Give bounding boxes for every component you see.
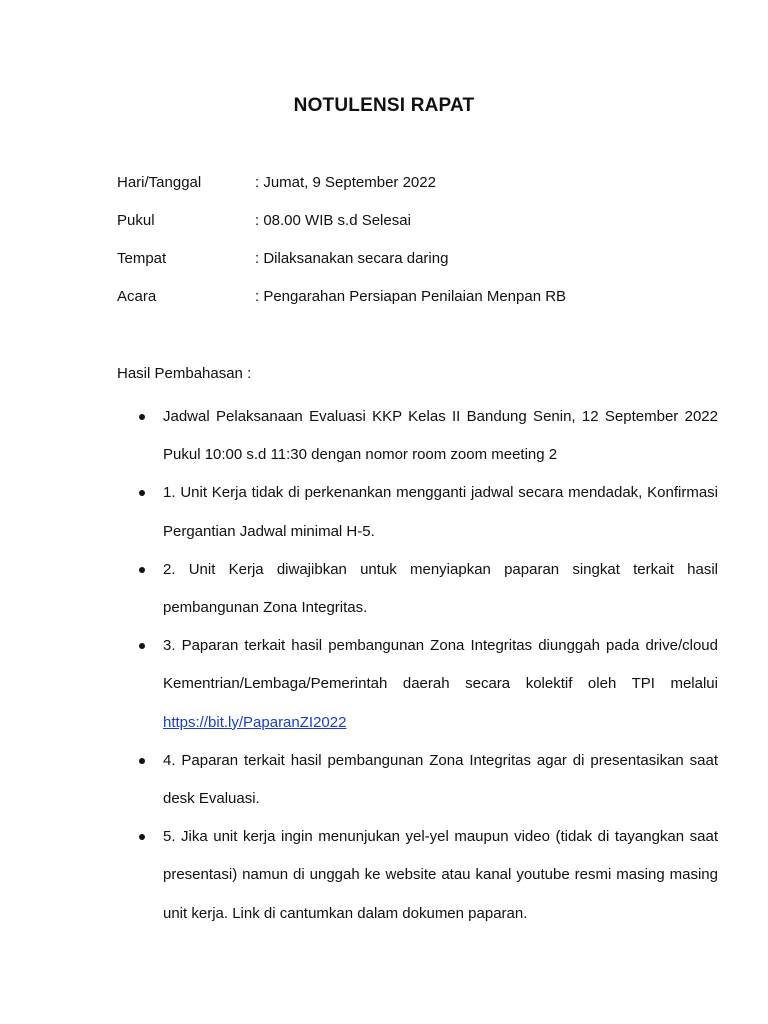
meta-value: : Dilaksanakan secara daring [255,250,449,267]
meta-row-date [117,172,717,210]
meta-label: Acara [117,288,157,305]
meta-row-time [117,210,717,248]
list-item [117,627,718,742]
bullet-icon [139,414,145,420]
meta-label: Tempat [117,250,167,267]
results-list [117,398,718,933]
results-heading: Hasil Pembahasan : [117,365,252,382]
meeting-details [117,172,717,324]
list-item-text: 2. Unit Kerja diwajibkan untuk menyiapkan paparan singkat terkait hasil pembangunan Zona Integritas. [163,560,718,617]
list-item-text: Jadwal Pelaksanaan Evaluasi KKP Kelas II Bandung Senin, 12 September 2022 Pukul 10:00 s.d 11:30 dengan nomor room zoom meeting 2 [163,408,718,464]
meta-row-place [117,248,717,286]
meta-row-agenda [117,286,717,324]
meta-value: : 08.00 WIB s.d Selesai [255,212,411,229]
list-item-text: 5. Jika unit kerja ingin menunjukan yel-yel maupun video (tidak di tayangkan saat presentasi) namun di unggah ke website atau kanal youtube resmi masing masing unit kerja. Link di cantumkan dalam dokumen paparan. [163,828,718,922]
bullet-icon [139,758,145,764]
bullet-icon [139,490,145,496]
meta-label: Hari/Tanggal [117,174,202,191]
meta-label: Pukul [117,212,155,229]
meta-value: : Jumat, 9 September 2022 [255,174,436,191]
list-item-text: 3. Paparan terkait hasil pembangunan Zona Integritas diunggah pada drive/cloud Kementrian/Lembaga/Pemerintah daerah secara kolektif oleh TPI melalui [163,637,718,693]
bullet-icon [139,643,145,649]
list-item [117,818,718,933]
list-item [117,398,718,474]
list-item [117,742,718,818]
bullet-icon [139,567,145,573]
list-item [117,551,718,627]
bullet-icon [139,834,145,840]
list-item-text: 4. Paparan terkait hasil pembangunan Zona Integritas agar di presentasikan saat desk Evaluasi. [163,751,718,808]
list-item-text: 1. Unit Kerja tidak di perkenankan mengganti jadwal secara mendadak, Konfirmasi Pergantian Jadwal minimal H-5. [163,484,718,540]
paparan-link[interactable]: https://bit.ly/PaparanZI2022 [163,713,347,731]
meta-value: : Pengarahan Persiapan Penilaian Menpan RB [255,288,567,305]
list-item [117,474,718,550]
document-title: NOTULENSI RAPAT [293,95,475,116]
